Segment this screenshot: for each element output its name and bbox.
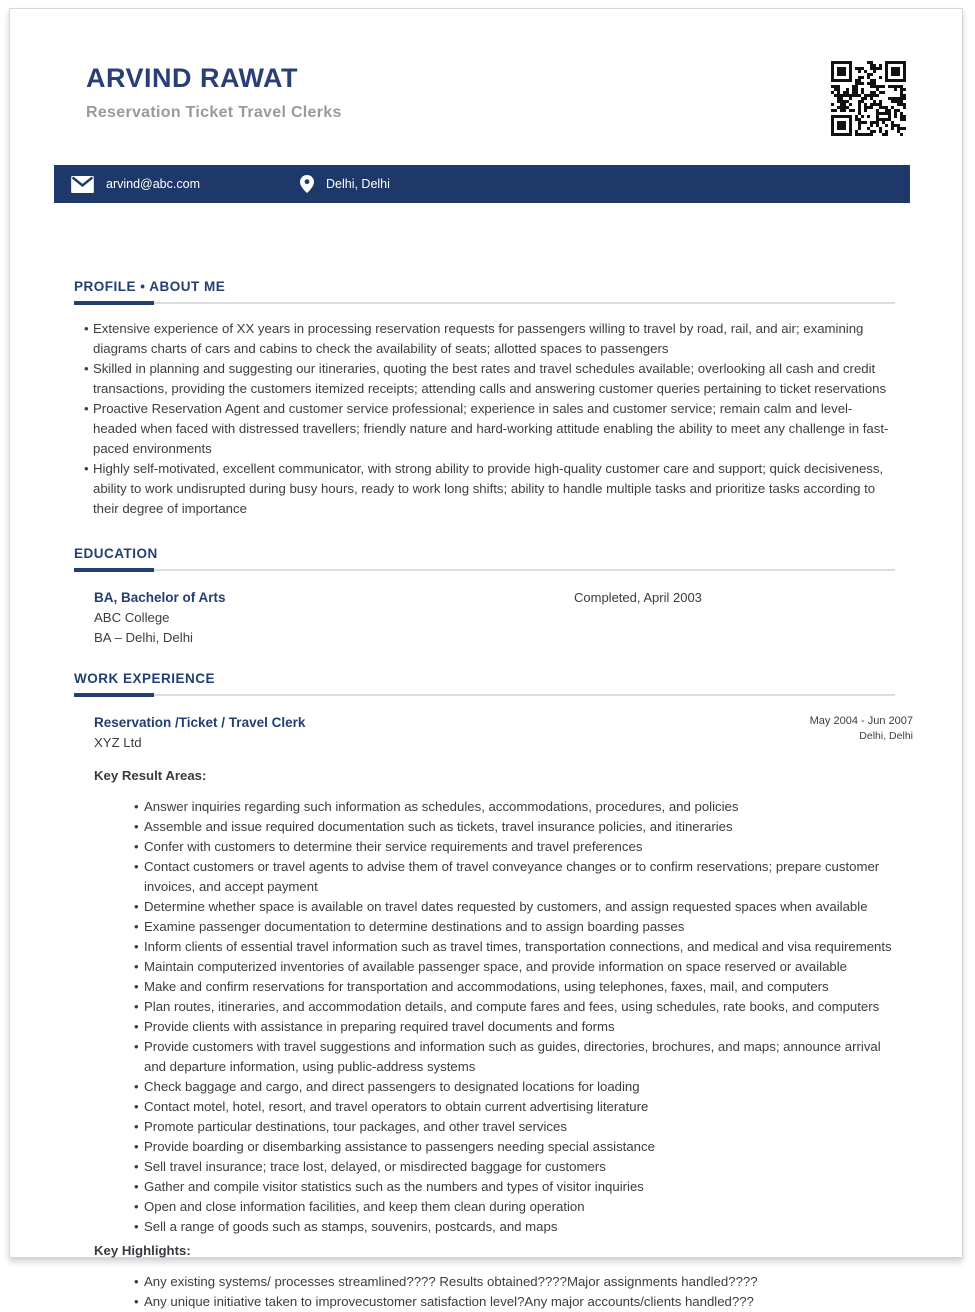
key-result-bullet: • Sell a range of goods such as stamps, souvenirs, postcards, and maps — [134, 1217, 895, 1237]
education-details — [94, 588, 574, 648]
key-result-bullet: • Answer inquiries regarding such information as schedules, accommodations, procedures, and policies — [134, 797, 895, 817]
work-entry-left — [94, 713, 305, 753]
resume-page — [9, 8, 963, 1309]
key-result-bullet: • Provide boarding or disembarking assistance to passengers needing special assistance — [134, 1137, 895, 1157]
work-job-title: Reservation /Ticket / Travel Clerk — [94, 715, 306, 730]
key-result-bullet: • Make and confirm reservations for transportation and accommodations, using telephones, faxes, mail, and computers — [134, 977, 895, 997]
profile-bullet: • Skilled in planning and suggesting our itineraries, quoting the best rates and travel schedules available; overlooking all cash and credit transactions, providing the customers itemized receipts; attending calls and answering customer queries pertaining to ticket reservations — [84, 359, 895, 399]
key-highlights-list — [134, 1272, 895, 1312]
key-result-areas-label: Key Result Areas: — [94, 768, 207, 783]
key-result-bullet: • Maintain computerized inventories of available passenger space, and provide information on space reserved or available — [134, 957, 895, 977]
pin-icon — [300, 175, 314, 193]
section-rule — [74, 568, 895, 572]
key-result-bullet: • Provide clients with assistance in preparing required travel documents and forms — [134, 1017, 895, 1037]
key-result-bullet: • Contact motel, hotel, resort, and travel operators to obtain current advertising literature — [134, 1097, 895, 1117]
education-location: BA – Delhi, Delhi — [94, 630, 193, 645]
work-entry — [94, 713, 913, 1312]
education-entry — [94, 588, 895, 648]
section-work-experience — [74, 671, 913, 1312]
resume-header — [10, 9, 962, 122]
key-result-bullet: • Plan routes, itineraries, and accommodation details, and compute fares and fees, using schedules, rate books, and computers — [134, 997, 895, 1017]
email-text: arvind@abc.com — [106, 177, 200, 191]
key-result-bullet: • Inform clients of essential travel information such as travel times, transportation connections, and medical and visa requirements — [134, 937, 895, 957]
work-date-range: May 2004 - Jun 2007 — [809, 715, 913, 727]
key-result-bullet: • Confer with customers to determine their service requirements and travel preferences — [134, 837, 895, 857]
contact-location — [300, 175, 390, 193]
key-result-bullet: • Contact customers or travel agents to advise them of travel conveyance changes or to confirm reservations; prepare customer invoices, and accept payment — [134, 857, 895, 897]
section-profile — [74, 279, 895, 519]
education-degree: BA, Bachelor of Arts — [94, 590, 226, 605]
candidate-job-title: Reservation Ticket Travel Clerks — [86, 104, 342, 121]
key-result-bullet: • Sell travel insurance; trace lost, delayed, or misdirected baggage for customers — [134, 1157, 895, 1177]
key-result-areas-list — [134, 797, 895, 1237]
key-result-bullet: • Provide customers with travel suggestions and information such as guides, directories, brochures, and maps; announce arrival and departure information, using public-address systems — [134, 1037, 895, 1077]
work-location: Delhi, Delhi — [859, 730, 913, 742]
qr-code — [830, 61, 907, 136]
key-result-bullet: • Gather and compile visitor statistics such as the numbers and types of visitor inquiries — [134, 1177, 895, 1197]
section-education — [74, 546, 895, 648]
key-highlight-bullet: • Any unique initiative taken to improvecustomer satisfaction level?Any major accounts/clients handled??? — [134, 1292, 895, 1312]
education-heading: EDUCATION — [74, 546, 158, 561]
work-company: XYZ Ltd — [94, 735, 142, 750]
resume-body — [10, 279, 962, 1312]
location-text: Delhi, Delhi — [325, 177, 390, 191]
key-result-bullet: • Promote particular destinations, tour packages, and other travel services — [134, 1117, 895, 1137]
work-entry-meta — [810, 713, 913, 753]
education-completed-date: Completed, April 2003 — [574, 590, 702, 605]
candidate-name: ARVIND RAWAT — [86, 63, 299, 93]
key-highlights-label: Key Highlights: — [94, 1243, 191, 1258]
key-result-bullet: • Open and close information facilities, and keep them clean during operation — [134, 1197, 895, 1217]
section-rule — [74, 693, 895, 697]
profile-bullet: • Highly self-motivated, excellent communicator, with strong ability to provide high-quality customer care and support; quick decisiveness, ability to work undisrupted during busy hours, ready to work long shifts; ability to handle multiple tasks and prioritize tasks according to their degree of importance — [84, 459, 895, 519]
key-result-bullet: • Examine passenger documentation to determine destinations and to assign boarding passes — [134, 917, 895, 937]
contact-email[interactable] — [71, 176, 200, 193]
profile-heading: PROFILE • ABOUT ME — [74, 279, 226, 294]
education-school: ABC College — [94, 610, 170, 625]
contact-bar — [54, 165, 910, 203]
key-result-bullet: • Determine whether space is available on travel dates requested by customers, and assign requested spaces when available — [134, 897, 895, 917]
section-rule — [74, 301, 895, 305]
key-result-bullet: • Check baggage and cargo, and direct passengers to designated locations for loading — [134, 1077, 895, 1097]
profile-bullet: • Extensive experience of XX years in processing reservation requests for passengers willing to travel by road, rail, and air; examining diagrams charts of cars and cabins to check the availability of seats; allotted spaces to passengers — [84, 319, 895, 359]
work-heading: WORK EXPERIENCE — [74, 671, 216, 686]
envelope-icon — [71, 176, 94, 193]
profile-bullet: • Proactive Reservation Agent and customer service professional; experience in sales and customer service; remain calm and level-headed when faced with distressed travellers; friendly nature and hard-working attitude enabling the ability to meet any challenge in fast-paced environments — [84, 399, 895, 459]
profile-bullet-list — [84, 319, 895, 519]
key-result-bullet: • Assemble and issue required documentation such as tickets, travel insurance policies, and itineraries — [134, 817, 895, 837]
key-highlight-bullet: • Any existing systems/ processes streamlined???? Results obtained????Major assignments handled???? — [134, 1272, 895, 1292]
